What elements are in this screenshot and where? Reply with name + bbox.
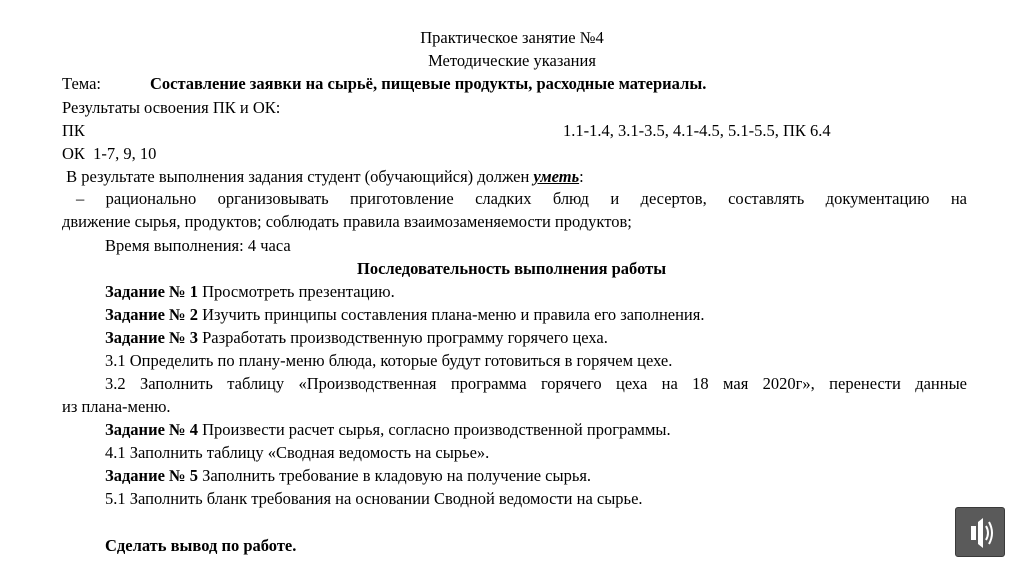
task-1-text: Просмотреть презентацию. xyxy=(197,282,395,301)
task-3-2-line-2: из плана-меню. xyxy=(62,397,171,416)
topic-label: Тема: xyxy=(62,74,102,93)
time-line: Время выполнения: 4 часа xyxy=(105,236,291,255)
task-4-label: Задание № 4 xyxy=(105,420,198,439)
audio-button[interactable] xyxy=(955,507,1005,557)
task-2-text: Изучить принципы составления плана-меню и правила его заполнения. xyxy=(197,305,705,324)
task-1-label: Задание № 1 xyxy=(105,282,198,301)
page-subtitle: Методические указания xyxy=(428,51,596,70)
page-title: Практическое занятие №4 xyxy=(420,28,604,47)
speaker-sound-icon xyxy=(956,508,1006,558)
topic-text: Составление заявки на сырьё, пищевые продукты, расходные материалы. xyxy=(150,74,707,93)
skills-line-2: движение сырья, продуктов; соблюдать правила взаимозаменяемости продуктов; xyxy=(62,212,632,231)
skills-intro-suffix: : xyxy=(579,167,584,186)
task-3-1: 3.1 Определить по плану-меню блюда, которые будут готовиться в горячем цехе. xyxy=(105,351,673,370)
task-4-text: Произвести расчет сырья, согласно производственной программы. xyxy=(197,420,671,439)
task-5-text: Заполнить требование в кладовую на получение сырья. xyxy=(197,466,592,485)
task-3-text: Разработать производственную программу горячего цеха. xyxy=(197,328,608,347)
sequence-heading: Последовательность выполнения работы xyxy=(357,259,667,278)
conclusion: Сделать вывод по работе. xyxy=(105,536,297,555)
task-4 xyxy=(105,420,671,440)
task-2 xyxy=(105,305,704,325)
task-4-1: 4.1 Заполнить таблицу «Сводная ведомость на сырье». xyxy=(105,443,490,462)
task-5-1: 5.1 Заполнить бланк требования на основании Сводной ведомости на сырье. xyxy=(105,489,643,508)
skills-intro-prefix: В результате выполнения задания студент (обучающийся) должен xyxy=(62,167,534,186)
task-1 xyxy=(105,282,395,302)
skills-intro-emph: уметь xyxy=(533,167,580,186)
task-5-label: Задание № 5 xyxy=(105,466,198,485)
pk-values: 1.1-1.4, 3.1-3.5, 4.1-4.5, 5.1-5.5, ПК 6.4 xyxy=(563,121,831,140)
task-2-label: Задание № 2 xyxy=(105,305,198,324)
task-3-2-line-1: 3.2 Заполнить таблицу «Производственная программа горячего цеха на 18 мая 2020г», перенести данные xyxy=(105,374,967,393)
task-3-label: Задание № 3 xyxy=(105,328,198,347)
task-5 xyxy=(105,466,591,486)
task-3 xyxy=(105,328,608,348)
results-heading: Результаты освоения ПК и ОК: xyxy=(62,98,281,117)
ok-line: ОК 1-7, 9, 10 xyxy=(62,144,157,163)
skills-line-1: – рационально организовывать приготовление сладких блюд и десертов, составлять документацию на xyxy=(76,189,967,208)
pk-label: ПК xyxy=(62,121,85,140)
skills-intro xyxy=(62,167,584,187)
